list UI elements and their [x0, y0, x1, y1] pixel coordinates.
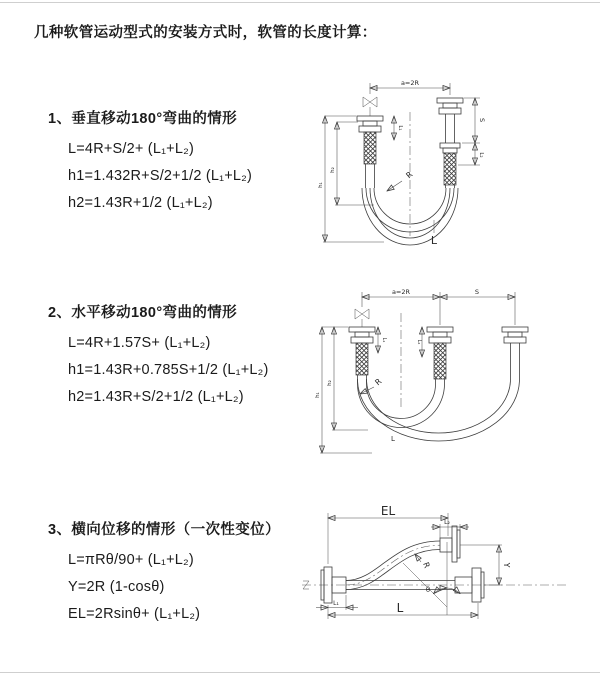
dim-label-h2: h₂	[330, 167, 336, 173]
section-1-formulas	[68, 136, 252, 217]
dim-label-span: a=2R	[391, 288, 411, 296]
dim-label-h1: h₁	[318, 182, 324, 188]
angle-theta-construction	[403, 542, 460, 615]
dim-label-l1: L₁	[397, 125, 403, 131]
formula: h2=1.43R+1/2 (L₁+L₂)	[68, 195, 213, 211]
dim-label-s: S	[474, 288, 480, 296]
dim-label-l: L	[396, 601, 404, 615]
formula: h1=1.43R+0.785S+1/2 (L₁+L₂)	[68, 362, 269, 378]
dim-label-r: R	[404, 169, 415, 181]
dim-label-h2: h₂	[327, 380, 333, 386]
diagram-horizontal-180-bend	[310, 283, 550, 473]
right-fitting	[437, 98, 463, 188]
formula: h1=1.432R+S/2+1/2 (L₁+L₂)	[68, 168, 253, 184]
valve-icon	[363, 97, 377, 116]
dim-label-l1: L₁	[381, 337, 387, 343]
diagram-lateral-displacement	[300, 502, 600, 657]
left-fitting	[349, 327, 375, 384]
left-fitting	[357, 116, 383, 188]
page-edge-top	[0, 2, 600, 3]
dim-label-l: L	[391, 435, 395, 443]
section-1-heading: 1、垂直移动180°弯曲的情形	[48, 111, 238, 127]
dim-label-l2: L₂	[416, 339, 422, 345]
dim-label-theta: θ	[425, 586, 431, 594]
formula: L=πRθ/90+ (L₁+L₂)	[68, 552, 194, 568]
section-3-formulas	[68, 547, 280, 628]
upper-fitting	[440, 526, 460, 562]
dim-label-y: Y	[502, 562, 511, 568]
dim-label-r: R	[373, 376, 384, 388]
formula: L=4R+1.57S+ (L₁+L₂)	[68, 335, 211, 351]
section-2-formulas	[68, 330, 269, 411]
formula: h2=1.43R+S/2+1/2 (L₁+L₂)	[68, 389, 244, 405]
dim-label-span: a=2R	[400, 79, 420, 87]
dim-label-l2: L₂	[478, 152, 484, 158]
page-title: 几种软管运动型式的安装方式时，软管的长度计算：	[34, 25, 377, 41]
diagram-vertical-180-bend	[312, 70, 542, 260]
section-2-heading: 2、水平移动180°弯曲的情形	[48, 305, 238, 321]
right-fitting	[502, 327, 528, 379]
hose-u-bend	[358, 376, 520, 441]
dim-label-l1: L₁	[333, 600, 339, 607]
dim-label-l2: L₂	[444, 519, 450, 526]
dim-label-el: EL	[380, 504, 396, 518]
formula: EL=2Rsinθ+ (L₁+L₂)	[68, 606, 201, 622]
section-2	[48, 304, 269, 411]
formula: Y=2R (1-cosθ)	[68, 579, 165, 595]
dim-label-l: L	[430, 234, 438, 247]
formula: L=4R+S/2+ (L₁+L₂)	[68, 141, 194, 157]
dim-label-s: S	[478, 117, 486, 123]
section-3	[48, 521, 280, 628]
section-3-heading: 3、横向位移的情形（一次性变位）	[48, 522, 280, 538]
dim-label-r: R	[421, 560, 432, 570]
middle-fitting	[427, 327, 453, 384]
dim-label-h1: h₁	[315, 392, 321, 398]
valve-icon	[355, 309, 369, 327]
section-1	[48, 110, 252, 217]
page-edge-bottom	[0, 672, 600, 673]
